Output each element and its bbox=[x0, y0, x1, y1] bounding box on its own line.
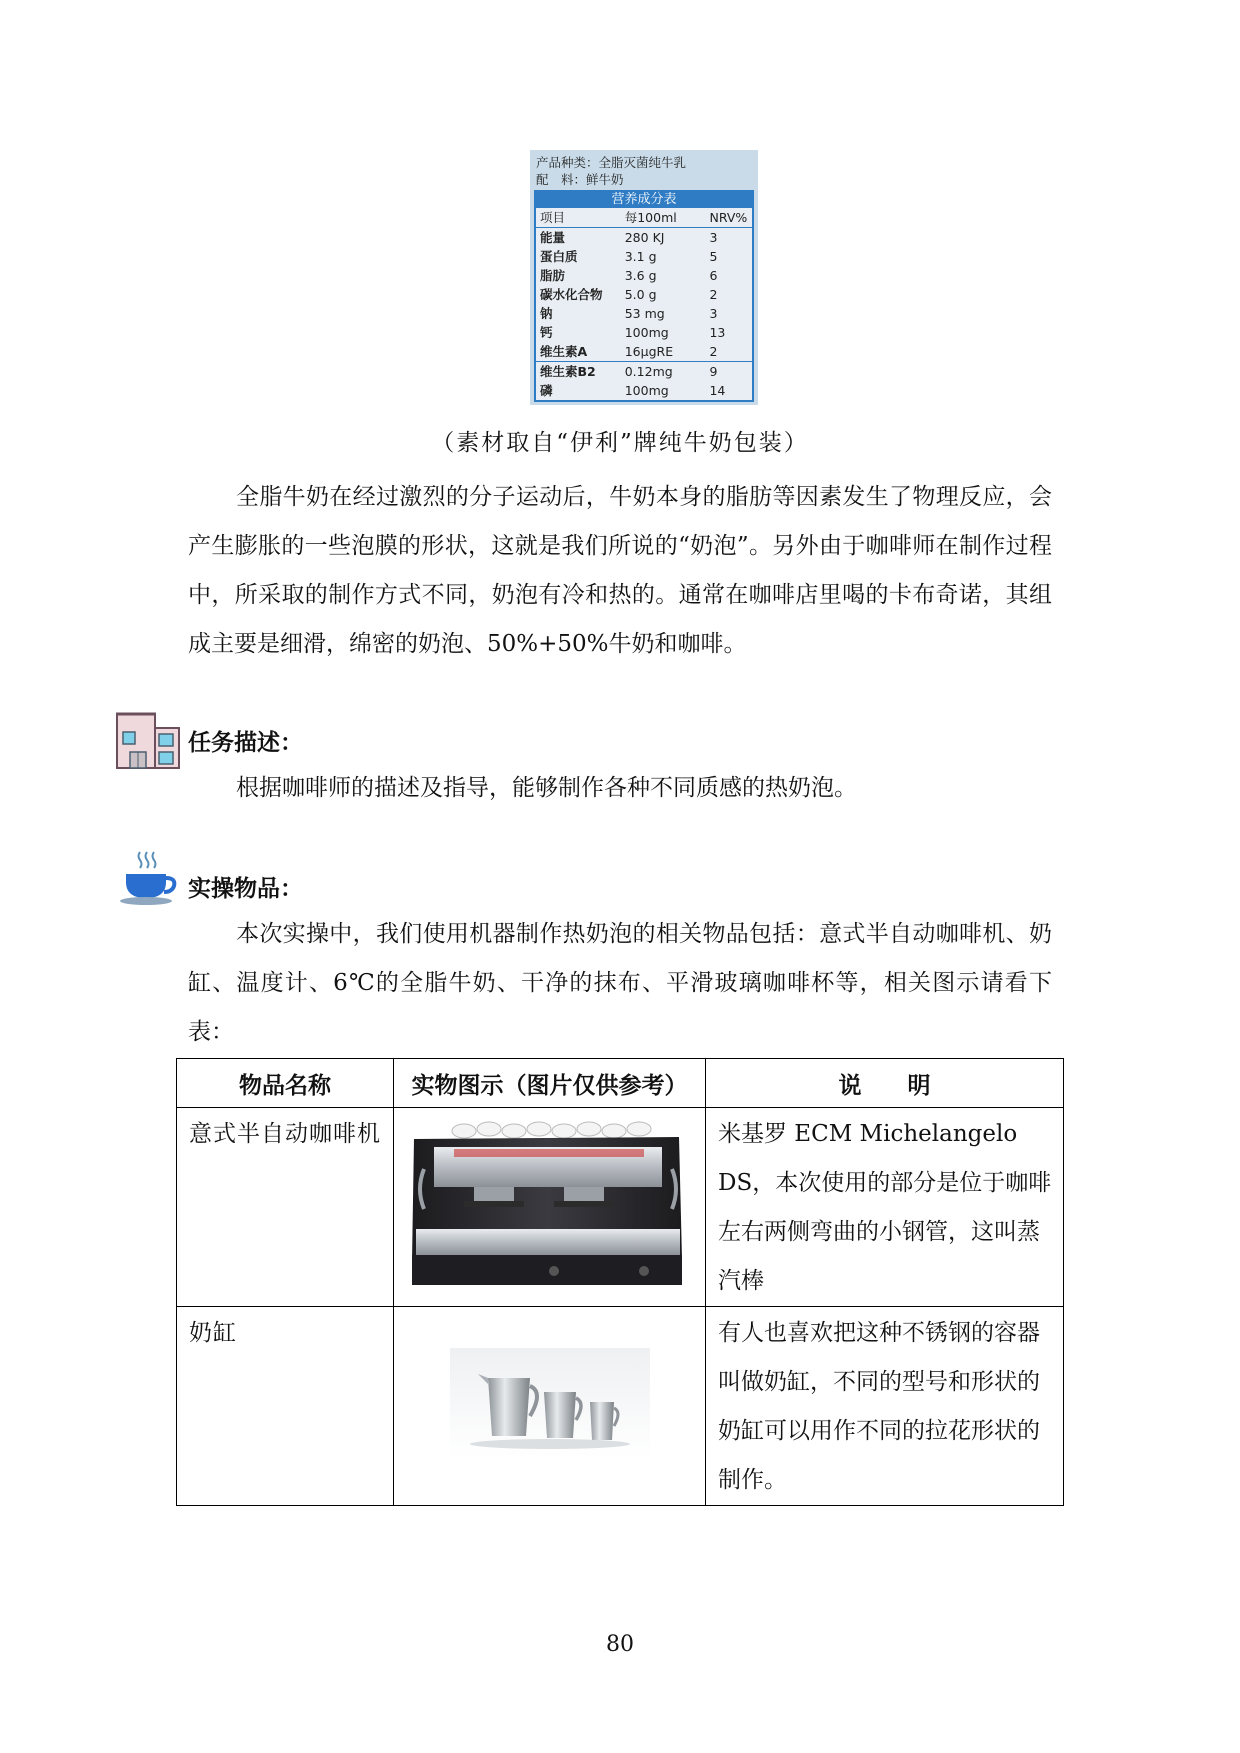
intro-paragraph-text: 全脂牛奶在经过激烈的分子运动后，牛奶本身的脂肪等因素发生了物理反应，会产生膨胀的一些泡膜的形状，这就是我们所说的“奶泡”。另外由于咖啡师在制作过程中，所采取的制作方式不同，奶泡有冷和热的。通常在咖啡店里喝的卡布奇诺，其组成主要是细滑，绵密的奶泡、50%+50%牛奶和咖啡。 bbox=[188, 484, 1052, 657]
nutrition-row bbox=[536, 342, 752, 361]
nutrient-amount: 0.12mg bbox=[624, 364, 673, 379]
item-name: 意式半自动咖啡机 bbox=[189, 1121, 381, 1147]
nutrient-name: 维生素A bbox=[540, 344, 588, 359]
items-table bbox=[176, 1058, 1064, 1506]
nutrient-amount: 16μgRE bbox=[624, 344, 674, 359]
nutrition-row bbox=[536, 304, 752, 323]
task-heading: 任务描述： bbox=[188, 729, 303, 756]
nutrition-row bbox=[536, 247, 752, 266]
nutrition-row bbox=[536, 323, 752, 342]
table-header-row bbox=[177, 1059, 1064, 1108]
nutrition-row bbox=[536, 285, 752, 304]
nutrient-name: 磷 bbox=[540, 383, 553, 398]
nutrient-amount: 3.1 g bbox=[624, 249, 657, 264]
espresso-machine-image bbox=[394, 1109, 705, 1299]
nutrient-amount: 280 KJ bbox=[624, 230, 665, 245]
image-caption: （素材取自“伊利”牌纯牛奶包装） bbox=[431, 430, 809, 456]
page-number: 80 bbox=[606, 1632, 634, 1657]
materials-paragraph bbox=[188, 910, 1052, 1057]
nutrient-name: 能量 bbox=[540, 230, 566, 245]
nutrition-row bbox=[536, 381, 752, 400]
col-header-image: 实物图示（图片仅供参考） bbox=[394, 1059, 706, 1108]
nutrient-amount: 53 mg bbox=[624, 306, 665, 321]
nutrition-label-image bbox=[530, 150, 758, 405]
nutrient-name: 维生素B2 bbox=[540, 364, 596, 379]
nutrition-row bbox=[536, 361, 752, 381]
materials-heading: 实操物品： bbox=[188, 875, 303, 902]
nutrient-name: 蛋白质 bbox=[540, 249, 578, 264]
task-paragraph bbox=[188, 764, 1052, 813]
nutrient-nrv: 2 bbox=[709, 287, 718, 302]
nutrition-col-nrv: NRV% bbox=[709, 210, 748, 225]
nutrient-amount: 3.6 g bbox=[624, 268, 657, 283]
nutrient-nrv: 14 bbox=[709, 383, 726, 398]
nutrition-row bbox=[536, 228, 752, 247]
item-description: 米基罗 ECM Michelangelo DS，本次使用的部分是位于咖啡左右两侧弯曲的小钢管，这叫蒸汽棒 bbox=[718, 1121, 1052, 1294]
nutrient-nrv: 3 bbox=[709, 306, 718, 321]
nutrient-name: 脂肪 bbox=[540, 268, 566, 283]
nutrition-table-title: 营养成分表 bbox=[536, 192, 752, 208]
task-text: 根据咖啡师的描述及指导，能够制作各种不同质感的热奶泡。 bbox=[236, 775, 857, 801]
item-description: 有人也喜欢把这种不锈钢的容器叫做奶缸，不同的型号和形状的奶缸可以用作不同的拉花形状的制作。 bbox=[718, 1320, 1040, 1493]
nutrition-col-per100: 每100ml bbox=[624, 210, 677, 225]
nutrient-amount: 5.0 g bbox=[624, 287, 657, 302]
nutrition-row bbox=[536, 266, 752, 285]
nutrient-nrv: 9 bbox=[709, 364, 718, 379]
item-name: 奶缸 bbox=[189, 1320, 237, 1346]
col-header-name: 物品名称 bbox=[177, 1059, 394, 1108]
col-header-description: 说 明 bbox=[706, 1059, 1064, 1108]
nutrient-nrv: 3 bbox=[709, 230, 718, 245]
label-product-type: 产品种类：全脂灭菌纯牛乳 bbox=[536, 155, 687, 170]
nutrition-table bbox=[534, 190, 754, 402]
nutrient-nrv: 5 bbox=[709, 249, 718, 264]
intro-paragraph bbox=[188, 473, 1052, 669]
nutrient-amount: 100mg bbox=[624, 383, 669, 398]
nutrient-name: 钙 bbox=[540, 325, 553, 340]
nutrition-col-item: 项目 bbox=[540, 210, 566, 225]
table-row bbox=[177, 1307, 1064, 1506]
nutrient-nrv: 13 bbox=[709, 325, 726, 340]
label-ingredients: 配 料：鲜牛奶 bbox=[536, 172, 624, 187]
building-icon bbox=[114, 708, 182, 770]
nutrition-table-header bbox=[536, 208, 752, 228]
nutrient-nrv: 6 bbox=[709, 268, 718, 283]
nutrient-name: 碳水化合物 bbox=[540, 287, 603, 302]
nutrient-nrv: 2 bbox=[709, 344, 718, 359]
coffee-cup-icon bbox=[118, 850, 178, 908]
materials-text: 本次实操中，我们使用机器制作热奶泡的相关物品包括：意式半自动咖啡机、奶缸、温度计、6℃的全脂牛奶、干净的抹布、平滑玻璃咖啡杯等，相关图示请看下表： bbox=[188, 921, 1052, 1045]
nutrient-name: 钠 bbox=[540, 306, 553, 321]
table-row bbox=[177, 1108, 1064, 1307]
milk-pitchers-image bbox=[450, 1348, 650, 1458]
nutrient-amount: 100mg bbox=[624, 325, 669, 340]
